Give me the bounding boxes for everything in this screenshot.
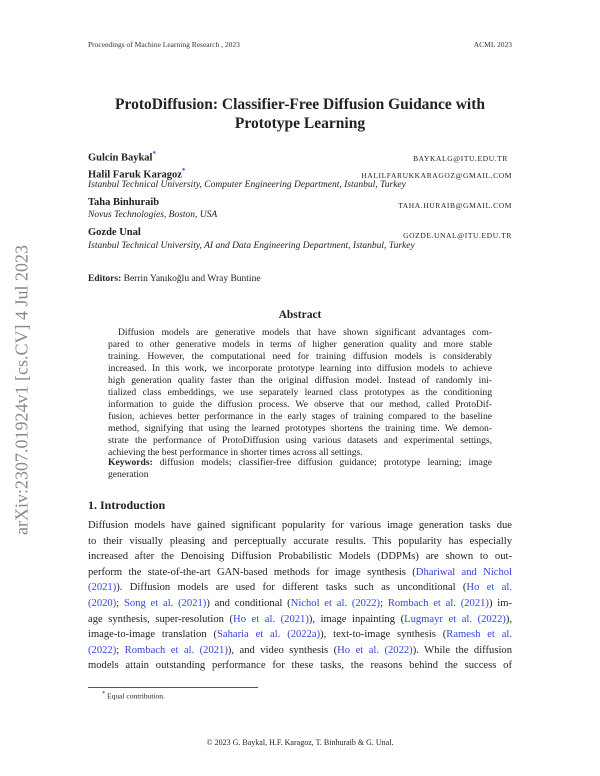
keywords-line: generation [108,469,149,480]
editors-names: Berrin Yanıkoğlu and Wray Buntine [123,274,261,284]
paper-title-line1: ProtoDiffusion: Classifier-Free Diffusion Guidance with [115,96,485,113]
keywords-line [108,457,492,469]
footnote-mark: * [102,690,106,697]
introduction-line [88,518,512,533]
citation-link[interactable]: Saharia et al. (2022a) [216,629,321,641]
text-segment: to their visually pleasing and perceptually accurate results. This popularity has especially [88,535,512,547]
footnote [102,690,165,701]
abstract-line: Diffusion models are generative models that have shown significant advantages com- [118,327,492,338]
text-segment: ; [116,644,125,656]
text-segment: ) im- [488,598,512,609]
text-segment: models attain outstanding performance for these tasks, the reasons behind the success of [88,660,512,672]
text-segment: perform the state-of-the-art GAN-based methods for image synthesis ( [88,566,416,578]
citation-link[interactable]: Rombach et al. (2021) [124,644,228,656]
running-header-left: Proceedings of Machine Learning Research , 2023 [88,40,240,49]
citation-link[interactable]: Rombach et al. (2021) [387,598,489,609]
introduction-line [88,534,512,549]
author-affiliation: Istanbul Technical University, Computer Engineering Department, Istanbul, Turkey [88,180,406,190]
author-name-text: Halil Faruk Karagoz [88,169,182,181]
abstract-line: high generation quality faster than the original diffusion model. Instead of randomly ini- [108,375,492,386]
section-heading-introduction: 1. Introduction [88,498,166,512]
text-segment: ; [380,598,388,609]
text-segment: Diffusion models have gained significant popularity for various image generation tasks due [88,520,512,531]
author-name-text: Gulcin Baykal [88,152,153,164]
author-name [88,167,185,181]
footnote-rule [88,687,258,688]
text-segment: ), [505,613,512,625]
introduction-line [88,627,512,642]
copyright-footer: © 2023 G. Baykal, H.F. Karagoz, T. Binhuraib & G. Unal. [206,738,394,747]
author-affiliation: Istanbul Technical University, AI and Data Engineering Department, Istanbul, Turkey [88,241,415,251]
abstract-line: method, signifying that using the learned prototypes shortens the training time. We demon- [108,423,492,434]
author-email[interactable]: BAYKALG@ITU.EDU.TR [413,154,508,163]
arxiv-identifier[interactable]: arXiv:2307.01924v1 [cs.CV] 4 Jul 2023 [11,245,32,535]
keywords-label: Keywords: [108,457,153,468]
abstract-line: tialized class embeddings, we use separately learned class prototypes as the conditioning [108,387,492,398]
text-segment: ), and video synthesis ( [227,644,338,656]
author-name [88,150,156,164]
author-email[interactable]: TAHA.HURAIB@GMAIL.COM [398,201,512,210]
text-segment: ) and conditional ( [206,598,291,609]
citation-link[interactable]: (2020) [88,598,117,609]
abstract-line: strate the performance of ProtoDiffusion using various datasets and experimental settings, [108,435,492,446]
citation-link[interactable]: Dhariwal and Nichol [415,566,513,578]
author-name [88,197,159,208]
abstract-line: training. However, the computational need for training diffusion models is considerably [108,351,492,362]
citation-link[interactable]: (2021) [88,582,117,594]
equal-contribution-mark[interactable]: * [181,167,186,175]
citation-link[interactable]: Ho et al. (2021) [233,613,309,625]
citation-link[interactable]: Nichol et al. (2022) [290,598,381,609]
running-header-right: ACML 2023 [473,40,512,49]
author-email[interactable]: HALILFARUKKARAGOZ@GMAIL.COM [361,171,512,180]
introduction-line [88,549,512,564]
author-name-text: Gozde Unal [88,227,141,238]
abstract-line: pared to other generative models in terms of higher generation quality and more stable [108,339,492,350]
text-segment: image-to-image translation ( [88,629,217,641]
author-email[interactable]: GOZDE.UNAL@ITU.EDU.TR [403,231,512,240]
citation-link[interactable]: (2022) [88,644,117,656]
text-segment: ), text-to-image synthesis ( [320,629,447,641]
citation-link[interactable]: Ho et al. (2022) [337,644,413,656]
paper-title-line2: Prototype Learning [234,115,366,132]
footnote-text: Equal contribution. [107,691,165,701]
equal-contribution-mark[interactable]: * [152,150,156,158]
author-name [88,227,141,238]
citation-link[interactable]: Song et al. (2021) [123,598,207,609]
citation-link[interactable]: Ho et al. [466,582,512,594]
abstract-line: fusion, achieves better performance in the early stages of training compared to the baseline [108,411,492,422]
keywords-text: diffusion models; classifier-free diffusion guidance; prototype learning; image [159,457,492,468]
introduction-line [88,565,512,580]
text-segment: age synthesis, super-resolution ( [88,613,234,625]
editors-label: Editors: [88,274,122,284]
abstract-line: information to guide the diffusion process. We observe that our method, called ProtoDif- [108,399,492,410]
abstract-line: achieving the best performance in shorter times across all settings. [108,447,363,458]
introduction-line [88,580,512,595]
author-name-text: Taha Binhuraib [88,197,160,208]
citation-link[interactable]: Lugmayr et al. (2022) [404,613,506,625]
author-affiliation: Novus Technologies, Boston, USA [88,210,218,220]
introduction-line [88,612,512,627]
introduction-line [88,643,512,658]
abstract-heading: Abstract [278,309,322,321]
text-segment: ). While the diffusion [412,644,512,656]
citation-link[interactable]: Ramesh et al. [446,629,512,641]
introduction-line [88,596,512,611]
text-segment: ). Diffusion models are used for different tasks such as unconditional ( [116,582,467,594]
introduction-line [88,658,512,673]
text-segment: ), image inpainting ( [308,613,405,625]
editors-line [88,274,261,284]
text-segment: ; [116,598,124,609]
abstract-line: increased. In this work, we incorporate prototype learning into diffusion models to achieve [108,363,492,374]
text-segment: increased after the Denoising Diffusion Probabilistic Models (DDPMs) are shown to out- [88,551,512,563]
